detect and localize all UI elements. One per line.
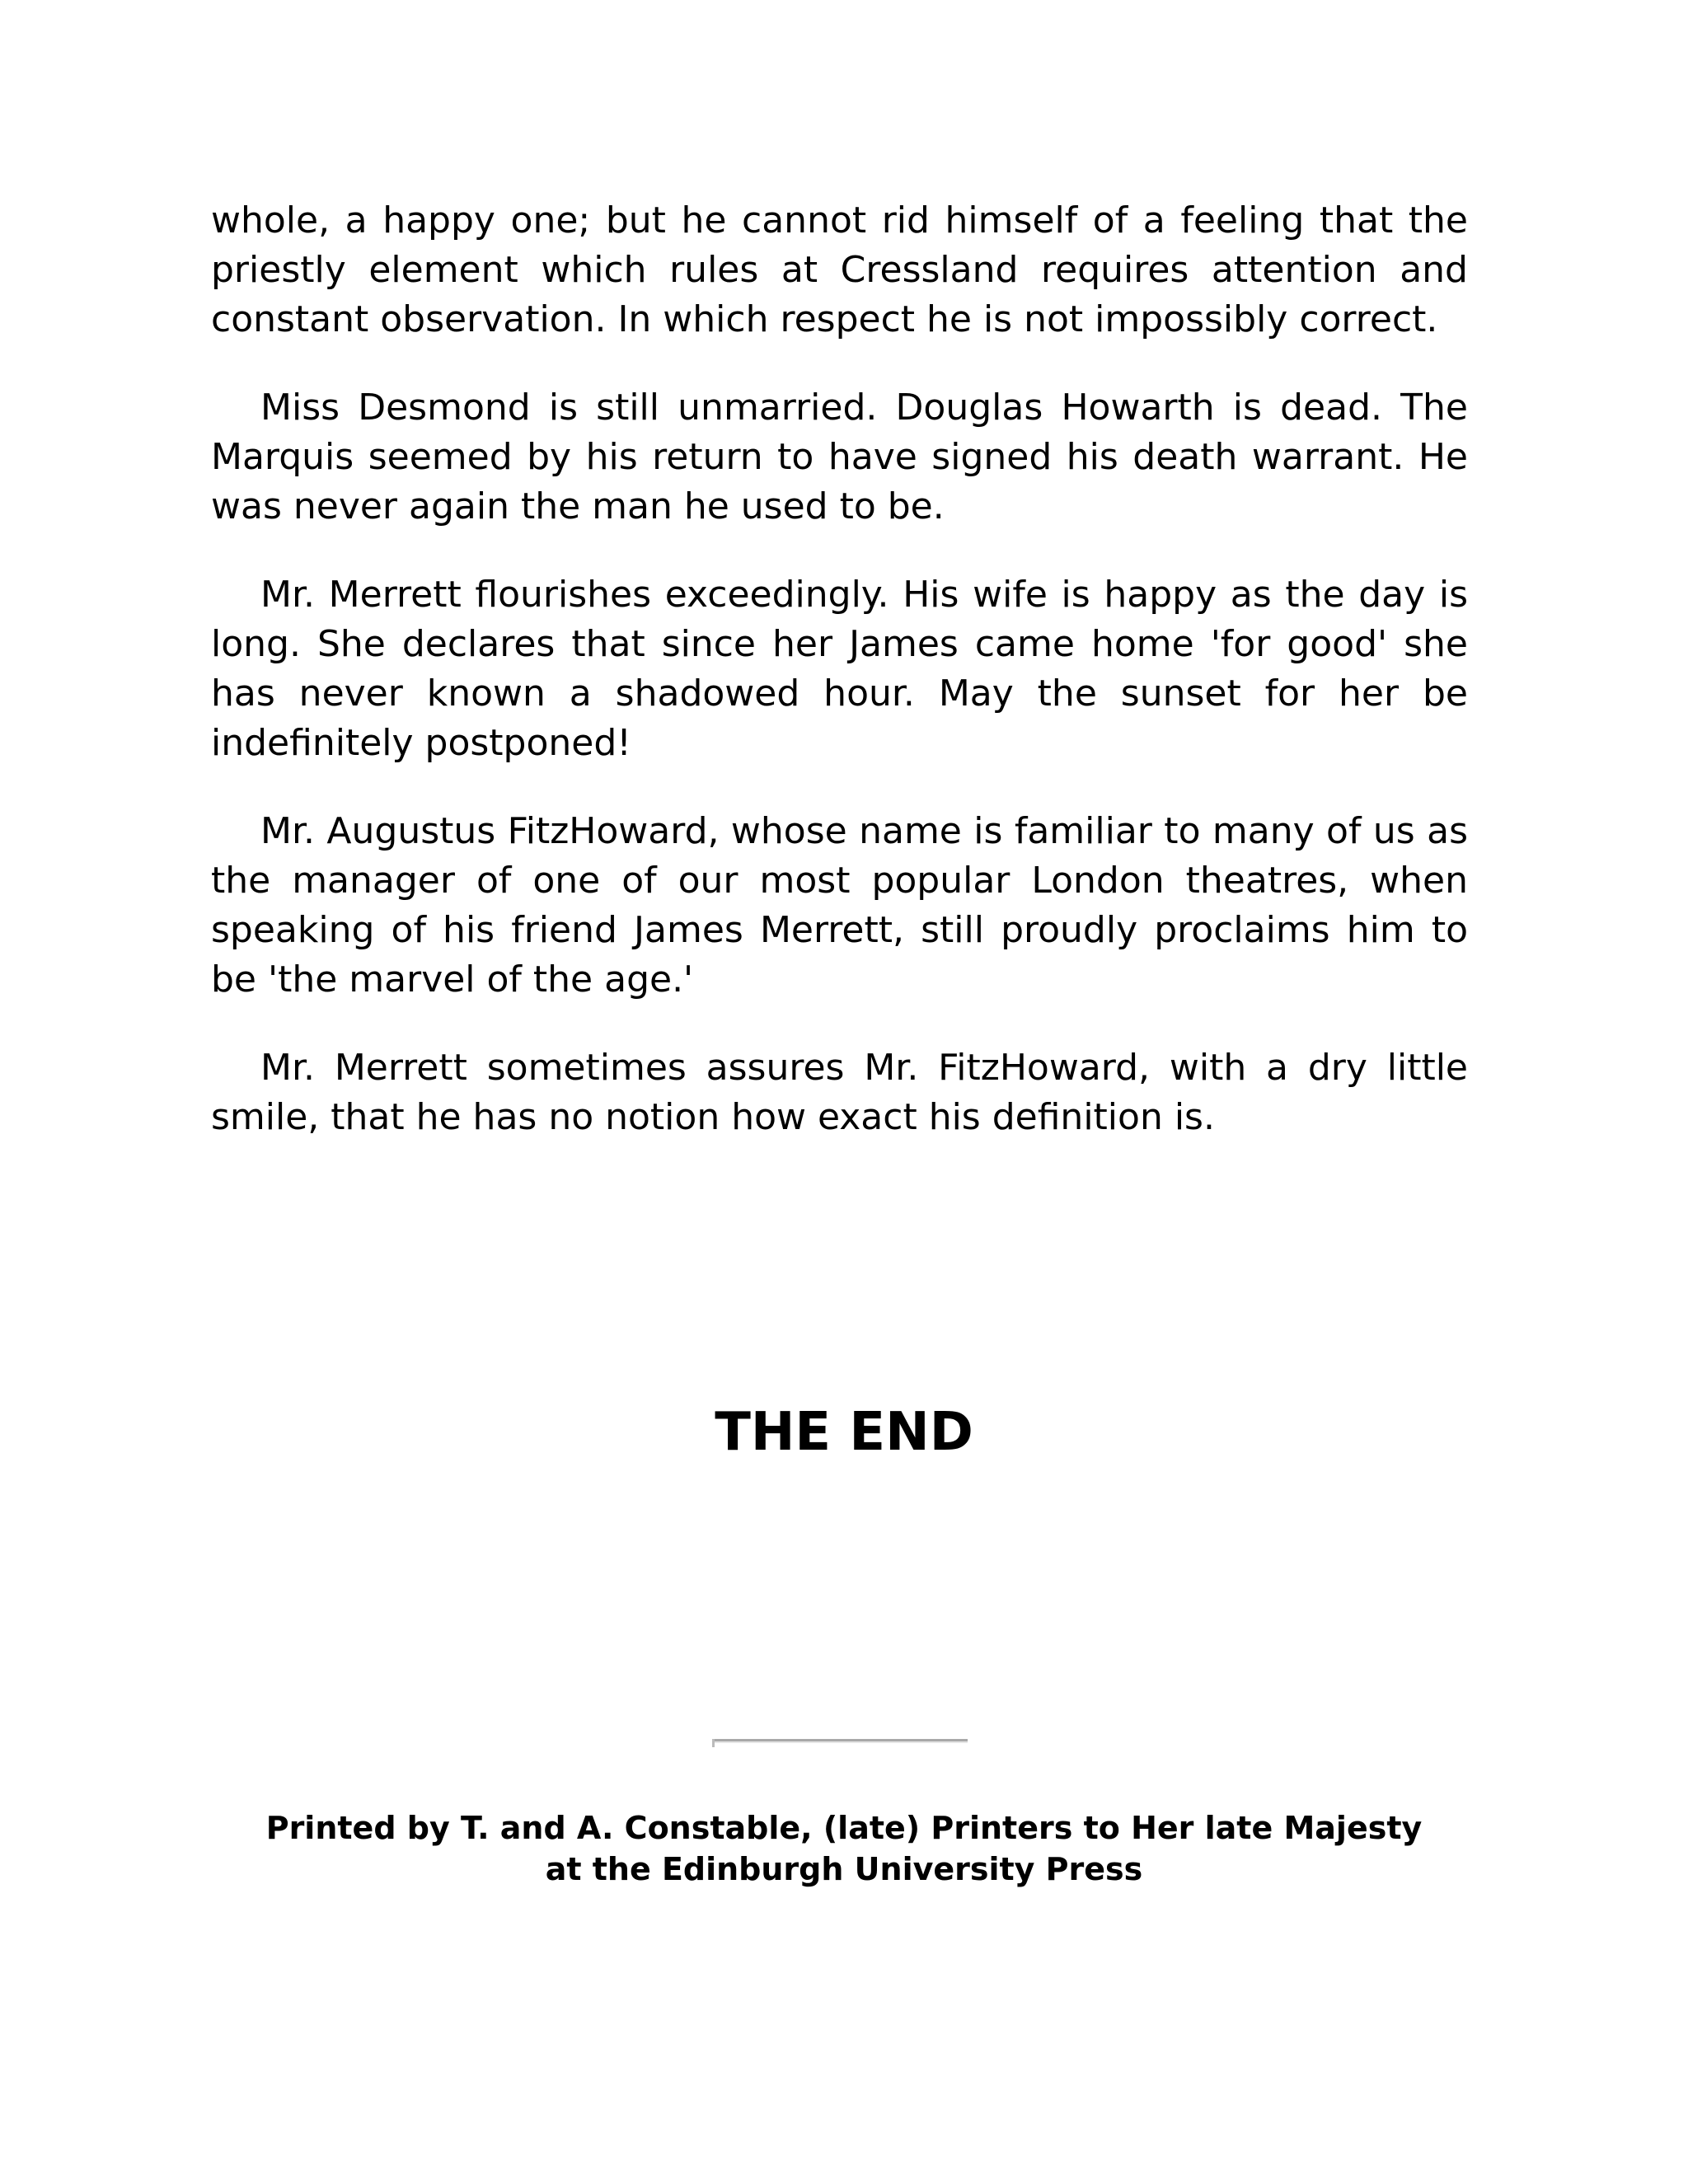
paragraph-fitzhoward: Mr. Augustus FitzHoward, whose name is familiar to many of us as the manager of one of our most popular London theatres, when speaking of his friend James Merrett, still proudly proclaims him to be 'the marvel of the age.' [211, 810, 1468, 1001]
colophon-line-1: Printed by T. and A. Constable, (late) Printers to Her late Majesty [265, 1810, 1423, 1846]
paragraph-continuation: whole, a happy one; but he cannot rid himself of a feeling that the priestly element which rules at Cressland requires attention and constant observation. In which respect he is not impossibly correct. [211, 199, 1468, 340]
paragraph-mr-merrett: Mr. Merrett flourishes exceedingly. His wife is happy as the day is long. She declares that since her James came home 'for good' she has never known a shadowed hour. May the sunset for her be indefinitely postponed! [211, 574, 1468, 764]
paragraph-definition: Mr. Merrett sometimes assures Mr. FitzHoward, with a dry little smile, that he has no notion how exact his definition is. [211, 1047, 1468, 1138]
paragraph-miss-desmond: Miss Desmond is still unmarried. Douglas Howarth is dead. The Marquis seemed by his return to have signed his death warrant. He was never again the man he used to be. [211, 387, 1468, 527]
the-end-heading: THE END [715, 1402, 973, 1463]
printer-colophon [0, 1807, 1688, 1890]
body-text [211, 196, 1468, 1181]
divider-rule [712, 1739, 968, 1743]
colophon-line-2: at the Edinburgh University Press [545, 1851, 1143, 1887]
